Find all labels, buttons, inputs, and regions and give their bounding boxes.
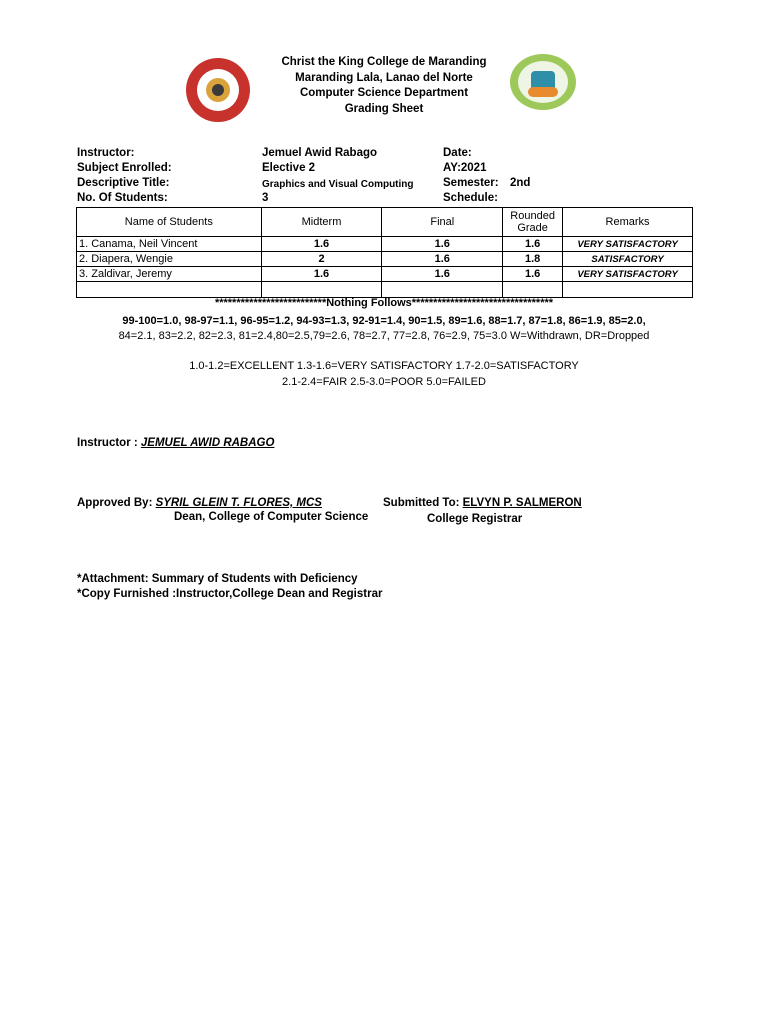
college-name: Christ the King College de Maranding [281, 56, 487, 68]
rounded-grade: 1.6 [503, 237, 563, 252]
approved-title: Dean, College of Computer Science [174, 511, 369, 523]
table-row [77, 267, 693, 282]
submitted-label: Submitted To: [383, 497, 463, 509]
document-header [0, 55, 768, 117]
header-rounded: Rounded Grade [503, 208, 563, 237]
rating-legend-line1: 1.0-1.2=EXCELLENT 1.3-1.6=VERY SATISFACTORY 1.7-2.0=SATISFACTORY [189, 360, 579, 372]
remarks: SATISFACTORY [563, 252, 693, 267]
schedule-label: Schedule: [443, 192, 498, 204]
submitted-to [383, 497, 582, 509]
midterm-grade: 1.6 [261, 267, 382, 282]
approved-label: Approved By: [77, 497, 156, 509]
instructor-sign-name: JEMUEL AWID RABAGO [140, 437, 275, 449]
students-label: No. Of Students: [77, 192, 168, 204]
final-grade: 1.6 [382, 252, 503, 267]
rating-legend-line2: 2.1-2.4=FAIR 2.5-3.0=POOR 5.0=FAILED [282, 376, 486, 388]
approved-name: SYRIL GLEIN T. FLORES, MCS [155, 497, 322, 509]
title-value: Graphics and Visual Computing [262, 179, 414, 190]
college-address: Maranding Lala, Lanao del Norte [295, 71, 473, 84]
student-name: 3. Zaldivar, Jeremy [77, 267, 262, 282]
grades-table [76, 207, 693, 298]
remarks: VERY SATISFACTORY [563, 237, 693, 252]
instructor-signature [77, 437, 274, 449]
rounded-grade: 1.6 [503, 267, 563, 282]
final-grade: 1.6 [382, 267, 503, 282]
midterm-grade: 2 [261, 252, 382, 267]
students-value: 3 [262, 192, 269, 204]
table-row-empty [77, 282, 693, 298]
document-title: Grading Sheet [344, 102, 424, 115]
attachment-note: *Attachment: Summary of Students with Deficiency [77, 573, 358, 585]
midterm-grade: 1.6 [261, 237, 382, 252]
subject-label: Subject Enrolled: [77, 162, 172, 174]
instructor-value: Jemuel Awid Rabago [262, 147, 378, 159]
submitted-name: ELVYN P. SALMERON [462, 497, 582, 509]
final-grade: 1.6 [382, 237, 503, 252]
header-name: Name of Students [77, 208, 262, 237]
ay-label: AY:2021 [443, 162, 487, 174]
table-row [77, 237, 693, 252]
copy-furnished-note: *Copy Furnished :Instructor,College Dean and Registrar [77, 588, 383, 600]
nothing-follows: **************************Nothing Follows********************************* [214, 297, 554, 309]
grade-scale-line2: 84=2.1, 83=2.2, 82=2.3, 81=2.4,80=2.5,79=2.6, 78=2.7, 77=2.8, 76=2.9, 75=3.0 W=Withdrawn, DR=Dropped [118, 330, 650, 342]
student-name: 2. Diapera, Wengie [77, 252, 262, 267]
submitted-title: College Registrar [427, 513, 523, 525]
semester-value: 2nd [510, 177, 531, 189]
department-name: Computer Science Department [299, 87, 469, 99]
remarks: VERY SATISFACTORY [563, 267, 693, 282]
header-midterm: Midterm [261, 208, 382, 237]
title-label: Descriptive Title: [77, 177, 170, 189]
table-row [77, 252, 693, 267]
semester-label: Semester: [443, 177, 499, 189]
header-remarks: Remarks [563, 208, 693, 237]
instructor-sign-label: Instructor : [77, 437, 141, 449]
header-final: Final [382, 208, 503, 237]
student-name: 1. Canama, Neil Vincent [77, 237, 262, 252]
instructor-label: Instructor: [77, 147, 135, 159]
rounded-grade: 1.8 [503, 252, 563, 267]
grade-scale-line1: 99-100=1.0, 98-97=1.1, 96-95=1.2, 94-93=1.3, 92-91=1.4, 90=1.5, 89=1.6, 88=1.7, 87=1.8, 86=1.9, 85=2.0, [122, 315, 646, 327]
date-label: Date: [443, 147, 472, 159]
approved-by [77, 497, 322, 509]
subject-value: Elective 2 [262, 162, 316, 174]
table-header-row [77, 208, 693, 237]
